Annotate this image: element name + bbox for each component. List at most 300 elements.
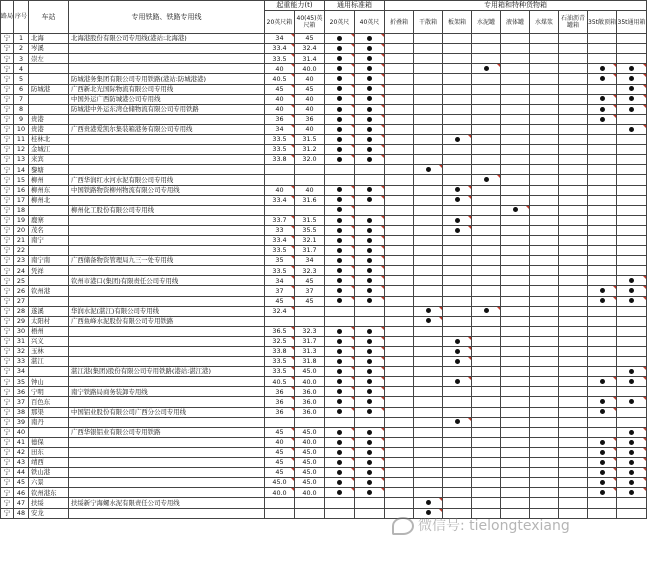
owner-cell: 防城港中外运东湾仓储物流有限公司专用铁路 bbox=[69, 104, 265, 114]
mark-cell bbox=[617, 296, 647, 306]
mark-cell bbox=[501, 336, 530, 346]
mark-cell bbox=[325, 225, 355, 235]
mark-cell bbox=[325, 447, 355, 457]
table-row bbox=[1, 296, 647, 306]
mark-cell bbox=[559, 316, 588, 326]
mark-cell bbox=[325, 74, 355, 84]
mark-cell bbox=[443, 437, 472, 447]
seq-cell: 45 bbox=[14, 478, 29, 488]
bureau-cell: 宁 bbox=[1, 437, 14, 447]
cap20-cell: 33.5 bbox=[265, 266, 295, 276]
availability-dot-icon bbox=[455, 349, 460, 354]
seq-cell: 35 bbox=[14, 377, 29, 387]
header-seq: 序号 bbox=[14, 1, 29, 34]
availability-dot-icon bbox=[337, 268, 342, 273]
cap40-cell: 40 bbox=[295, 94, 325, 104]
mark-cell bbox=[501, 306, 530, 316]
mark-cell bbox=[325, 316, 355, 326]
availability-dot-icon bbox=[629, 470, 634, 475]
mark-cell bbox=[414, 478, 443, 488]
mark-cell bbox=[443, 185, 472, 195]
mark-cell bbox=[443, 54, 472, 64]
bureau-cell: 宁 bbox=[1, 195, 14, 205]
mark-cell bbox=[443, 447, 472, 457]
cap40-cell bbox=[295, 165, 325, 175]
owner-cell bbox=[69, 397, 265, 407]
owner-cell bbox=[69, 54, 265, 64]
mark-cell bbox=[501, 437, 530, 447]
mark-cell bbox=[617, 478, 647, 488]
cap40-cell: 31.7 bbox=[295, 336, 325, 346]
cap40-cell: 40 bbox=[295, 104, 325, 114]
availability-dot-icon bbox=[367, 228, 372, 233]
availability-dot-icon bbox=[426, 318, 431, 323]
availability-dot-icon bbox=[484, 66, 489, 71]
availability-dot-icon bbox=[629, 460, 634, 465]
availability-dot-icon bbox=[337, 288, 342, 293]
mark-cell bbox=[385, 34, 414, 44]
mark-cell bbox=[325, 488, 355, 498]
owner-cell bbox=[69, 357, 265, 367]
station-cell bbox=[29, 64, 69, 74]
cap20-cell: 45 bbox=[265, 447, 295, 457]
mark-cell bbox=[530, 316, 559, 326]
table-row bbox=[1, 266, 647, 276]
availability-dot-icon bbox=[367, 147, 372, 152]
owner-cell: 中国铁路物资柳州物流有限公司专用线 bbox=[69, 185, 265, 195]
table-row bbox=[1, 114, 647, 124]
cap20-cell: 36 bbox=[265, 114, 295, 124]
owner-cell bbox=[69, 437, 265, 447]
mark-cell bbox=[385, 387, 414, 397]
availability-dot-icon bbox=[367, 369, 372, 374]
mark-cell bbox=[472, 54, 501, 64]
availability-dot-icon bbox=[600, 298, 605, 303]
station-cell: 岑溪 bbox=[29, 44, 69, 54]
mark-cell bbox=[414, 215, 443, 225]
mark-cell bbox=[617, 256, 647, 266]
mark-cell bbox=[617, 286, 647, 296]
seq-cell: 24 bbox=[14, 266, 29, 276]
mark-cell bbox=[355, 367, 385, 377]
mark-cell bbox=[617, 44, 647, 54]
cap40-cell: 32.4 bbox=[295, 44, 325, 54]
owner-cell: 北海港股份有限公司专用线(港站:北海港) bbox=[69, 34, 265, 44]
cap40-cell: 45 bbox=[295, 296, 325, 306]
mark-cell bbox=[559, 185, 588, 195]
mark-cell bbox=[414, 175, 443, 185]
mark-cell bbox=[501, 387, 530, 397]
mark-cell bbox=[588, 407, 617, 417]
availability-dot-icon bbox=[337, 298, 342, 303]
mark-cell bbox=[355, 478, 385, 488]
mark-cell bbox=[530, 447, 559, 457]
mark-cell bbox=[472, 64, 501, 74]
mark-cell bbox=[617, 336, 647, 346]
mark-cell bbox=[559, 306, 588, 316]
bureau-cell: 宁 bbox=[1, 74, 14, 84]
mark-cell bbox=[501, 246, 530, 256]
bureau-cell: 宁 bbox=[1, 407, 14, 417]
mark-cell bbox=[443, 417, 472, 427]
mark-cell bbox=[472, 34, 501, 44]
availability-dot-icon bbox=[455, 197, 460, 202]
mark-cell bbox=[530, 276, 559, 286]
mark-cell bbox=[530, 367, 559, 377]
mark-cell bbox=[530, 145, 559, 155]
availability-dot-icon bbox=[600, 76, 605, 81]
mark-cell bbox=[355, 316, 385, 326]
mark-cell bbox=[355, 458, 385, 468]
cap40-cell bbox=[295, 306, 325, 316]
bureau-cell: 宁 bbox=[1, 266, 14, 276]
mark-cell bbox=[559, 458, 588, 468]
seq-cell: 16 bbox=[14, 185, 29, 195]
mark-cell bbox=[617, 468, 647, 478]
availability-dot-icon bbox=[337, 187, 342, 192]
mark-cell bbox=[472, 326, 501, 336]
cap20-cell: 36 bbox=[265, 397, 295, 407]
availability-dot-icon bbox=[337, 470, 342, 475]
station-cell: 贵港 bbox=[29, 124, 69, 134]
mark-cell bbox=[443, 256, 472, 266]
mark-cell bbox=[501, 235, 530, 245]
mark-cell bbox=[588, 316, 617, 326]
mark-cell bbox=[588, 508, 617, 518]
bureau-cell: 宁 bbox=[1, 508, 14, 518]
cap40-cell bbox=[295, 316, 325, 326]
mark-cell bbox=[443, 276, 472, 286]
seq-cell: 25 bbox=[14, 276, 29, 286]
table-body bbox=[1, 34, 647, 519]
mark-cell bbox=[385, 367, 414, 377]
mark-cell bbox=[617, 54, 647, 64]
mark-cell bbox=[472, 336, 501, 346]
mark-cell bbox=[559, 468, 588, 478]
mark-cell bbox=[472, 397, 501, 407]
mark-cell bbox=[325, 276, 355, 286]
mark-cell bbox=[355, 286, 385, 296]
owner-cell: 华润水泥(湛江)有限公司专用线 bbox=[69, 306, 265, 316]
mark-cell bbox=[325, 195, 355, 205]
mark-cell bbox=[501, 407, 530, 417]
station-cell: 南丹 bbox=[29, 417, 69, 427]
header-standard: 通用标准箱 bbox=[325, 1, 385, 11]
cap40-cell: 45.0 bbox=[295, 447, 325, 457]
mark-cell bbox=[443, 458, 472, 468]
mark-cell bbox=[501, 347, 530, 357]
cap20-cell: 45 bbox=[265, 296, 295, 306]
mark-cell bbox=[472, 155, 501, 165]
mark-cell bbox=[617, 306, 647, 316]
station-cell bbox=[29, 74, 69, 84]
seq-cell: 40 bbox=[14, 427, 29, 437]
header-special-col: 水泥罐 bbox=[472, 11, 501, 34]
mark-cell bbox=[443, 427, 472, 437]
seq-cell: 8 bbox=[14, 104, 29, 114]
mark-cell bbox=[443, 124, 472, 134]
table-row bbox=[1, 316, 647, 326]
mark-cell bbox=[501, 447, 530, 457]
bureau-cell: 宁 bbox=[1, 478, 14, 488]
mark-cell bbox=[414, 64, 443, 74]
cap40-cell: 40.0 bbox=[295, 488, 325, 498]
mark-cell bbox=[355, 54, 385, 64]
seq-cell: 20 bbox=[14, 225, 29, 235]
mark-cell bbox=[588, 235, 617, 245]
mark-cell bbox=[617, 135, 647, 145]
table-row bbox=[1, 175, 647, 185]
mark-cell bbox=[559, 205, 588, 215]
cap20-cell: 36 bbox=[265, 387, 295, 397]
owner-cell bbox=[69, 336, 265, 346]
mark-cell bbox=[472, 94, 501, 104]
table-row bbox=[1, 498, 647, 508]
mark-cell bbox=[325, 387, 355, 397]
mark-cell bbox=[501, 44, 530, 54]
cap20-cell bbox=[265, 417, 295, 427]
availability-dot-icon bbox=[629, 369, 634, 374]
mark-cell bbox=[501, 266, 530, 276]
mark-cell bbox=[501, 286, 530, 296]
mark-cell bbox=[443, 326, 472, 336]
mark-cell bbox=[385, 498, 414, 508]
table-row bbox=[1, 326, 647, 336]
header-special-col: 35t敞顶箱 bbox=[588, 11, 617, 34]
mark-cell bbox=[355, 74, 385, 84]
seq-cell: 23 bbox=[14, 256, 29, 266]
mark-cell bbox=[355, 266, 385, 276]
mark-cell bbox=[385, 185, 414, 195]
mark-cell bbox=[355, 296, 385, 306]
mark-cell bbox=[559, 387, 588, 397]
availability-dot-icon bbox=[629, 96, 634, 101]
header-special-col: 折叠箱 bbox=[385, 11, 414, 34]
availability-dot-icon bbox=[367, 430, 372, 435]
mark-cell bbox=[385, 347, 414, 357]
mark-cell bbox=[588, 336, 617, 346]
mark-cell bbox=[530, 306, 559, 316]
mark-cell bbox=[588, 387, 617, 397]
station-cell: 南宁 bbox=[29, 235, 69, 245]
availability-dot-icon bbox=[367, 218, 372, 223]
mark-cell bbox=[443, 306, 472, 316]
bureau-cell: 宁 bbox=[1, 306, 14, 316]
mark-cell bbox=[414, 94, 443, 104]
bureau-cell: 宁 bbox=[1, 155, 14, 165]
table-row bbox=[1, 367, 647, 377]
availability-dot-icon bbox=[337, 218, 342, 223]
bureau-cell: 宁 bbox=[1, 286, 14, 296]
mark-cell bbox=[501, 256, 530, 266]
cap20-cell: 33.5 bbox=[265, 357, 295, 367]
owner-cell bbox=[69, 478, 265, 488]
mark-cell bbox=[501, 225, 530, 235]
mark-cell bbox=[443, 478, 472, 488]
cap20-cell bbox=[265, 498, 295, 508]
mark-cell bbox=[355, 195, 385, 205]
availability-dot-icon bbox=[367, 137, 372, 142]
station-cell: 梧州 bbox=[29, 326, 69, 336]
availability-dot-icon bbox=[367, 86, 372, 91]
mark-cell bbox=[414, 114, 443, 124]
cap20-cell: 33.5 bbox=[265, 54, 295, 64]
table-row bbox=[1, 185, 647, 195]
seq-cell: 28 bbox=[14, 306, 29, 316]
seq-cell: 13 bbox=[14, 155, 29, 165]
availability-dot-icon bbox=[600, 288, 605, 293]
mark-cell bbox=[355, 34, 385, 44]
availability-dot-icon bbox=[426, 167, 431, 172]
bureau-cell: 宁 bbox=[1, 145, 14, 155]
mark-cell bbox=[355, 44, 385, 54]
mark-cell bbox=[385, 205, 414, 215]
cap40-cell: 31.6 bbox=[295, 195, 325, 205]
mark-cell bbox=[443, 34, 472, 44]
mark-cell bbox=[530, 387, 559, 397]
mark-cell bbox=[472, 124, 501, 134]
availability-dot-icon bbox=[337, 207, 342, 212]
availability-dot-icon bbox=[426, 308, 431, 313]
cap40-cell: 31.4 bbox=[295, 54, 325, 64]
availability-dot-icon bbox=[367, 298, 372, 303]
mark-cell bbox=[355, 246, 385, 256]
cap20-cell: 33.5 bbox=[265, 135, 295, 145]
mark-cell bbox=[530, 215, 559, 225]
mark-cell bbox=[501, 64, 530, 74]
mark-cell bbox=[588, 427, 617, 437]
availability-dot-icon bbox=[600, 450, 605, 455]
owner-cell: 中国铝业股份有限公司广西分公司专用线 bbox=[69, 407, 265, 417]
cap40-cell: 32.3 bbox=[295, 266, 325, 276]
cap20-cell bbox=[265, 508, 295, 518]
mark-cell bbox=[385, 447, 414, 457]
mark-cell bbox=[588, 94, 617, 104]
mark-cell bbox=[325, 357, 355, 367]
mark-cell bbox=[559, 215, 588, 225]
owner-cell bbox=[69, 488, 265, 498]
availability-dot-icon bbox=[337, 480, 342, 485]
mark-cell bbox=[617, 488, 647, 498]
mark-cell bbox=[414, 468, 443, 478]
cap20-cell: 34 bbox=[265, 34, 295, 44]
availability-dot-icon bbox=[629, 379, 634, 384]
mark-cell bbox=[325, 145, 355, 155]
cap40-cell: 31.8 bbox=[295, 357, 325, 367]
mark-cell bbox=[559, 54, 588, 64]
mark-cell bbox=[617, 367, 647, 377]
mark-cell bbox=[559, 74, 588, 84]
table-row bbox=[1, 124, 647, 134]
mark-cell bbox=[530, 205, 559, 215]
mark-cell bbox=[385, 417, 414, 427]
station-cell: 凭祥 bbox=[29, 266, 69, 276]
station-cell: 那渠 bbox=[29, 407, 69, 417]
mark-cell bbox=[501, 377, 530, 387]
mark-cell bbox=[501, 296, 530, 306]
mark-cell bbox=[617, 397, 647, 407]
mark-cell bbox=[355, 225, 385, 235]
mark-cell bbox=[414, 377, 443, 387]
mark-cell bbox=[355, 508, 385, 518]
mark-cell bbox=[559, 427, 588, 437]
mark-cell bbox=[472, 145, 501, 155]
cap40-cell: 35.5 bbox=[295, 225, 325, 235]
mark-cell bbox=[443, 175, 472, 185]
mark-cell bbox=[501, 145, 530, 155]
mark-cell bbox=[472, 175, 501, 185]
cap40-cell bbox=[295, 508, 325, 518]
station-cell: 湛江 bbox=[29, 357, 69, 367]
mark-cell bbox=[472, 488, 501, 498]
mark-cell bbox=[501, 114, 530, 124]
availability-dot-icon bbox=[629, 440, 634, 445]
station-cell: 柳州 bbox=[29, 175, 69, 185]
header-special-col: 35t通用箱 bbox=[617, 11, 647, 34]
mark-cell bbox=[385, 114, 414, 124]
mark-cell bbox=[559, 286, 588, 296]
availability-dot-icon bbox=[337, 248, 342, 253]
mark-cell bbox=[472, 417, 501, 427]
mark-cell bbox=[385, 276, 414, 286]
mark-cell bbox=[355, 437, 385, 447]
mark-cell bbox=[559, 84, 588, 94]
header-special: 专用箱和特种货物箱 bbox=[385, 1, 647, 11]
cap20-cell: 40 bbox=[265, 94, 295, 104]
mark-cell bbox=[325, 306, 355, 316]
mark-cell bbox=[325, 407, 355, 417]
availability-dot-icon bbox=[367, 248, 372, 253]
mark-cell bbox=[617, 64, 647, 74]
mark-cell bbox=[472, 44, 501, 54]
mark-cell bbox=[588, 104, 617, 114]
table-row bbox=[1, 215, 647, 225]
mark-cell bbox=[530, 478, 559, 488]
header-bureau: 路局 bbox=[1, 1, 14, 34]
station-cell: 百色东 bbox=[29, 397, 69, 407]
header-capacity: 起重能力(t) bbox=[265, 1, 325, 11]
mark-cell bbox=[559, 326, 588, 336]
mark-cell bbox=[530, 256, 559, 266]
cap40-cell: 40 bbox=[295, 185, 325, 195]
mark-cell bbox=[443, 367, 472, 377]
mark-cell bbox=[588, 286, 617, 296]
mark-cell bbox=[443, 64, 472, 74]
availability-dot-icon bbox=[629, 66, 634, 71]
owner-cell bbox=[69, 44, 265, 54]
mark-cell bbox=[617, 246, 647, 256]
owner-cell bbox=[69, 447, 265, 457]
mark-cell bbox=[501, 175, 530, 185]
mark-cell bbox=[559, 407, 588, 417]
seq-cell: 29 bbox=[14, 316, 29, 326]
availability-dot-icon bbox=[367, 258, 372, 263]
availability-dot-icon bbox=[367, 470, 372, 475]
mark-cell bbox=[385, 165, 414, 175]
bureau-cell: 宁 bbox=[1, 124, 14, 134]
mark-cell bbox=[559, 64, 588, 74]
mark-cell bbox=[325, 215, 355, 225]
availability-dot-icon bbox=[629, 450, 634, 455]
mark-cell bbox=[530, 246, 559, 256]
bureau-cell: 宁 bbox=[1, 357, 14, 367]
mark-cell bbox=[414, 195, 443, 205]
availability-dot-icon bbox=[629, 298, 634, 303]
mark-cell bbox=[472, 357, 501, 367]
mark-cell bbox=[617, 175, 647, 185]
owner-cell: 广西储备物资管理局九三一处专用线 bbox=[69, 256, 265, 266]
cap40-cell: 36.0 bbox=[295, 387, 325, 397]
